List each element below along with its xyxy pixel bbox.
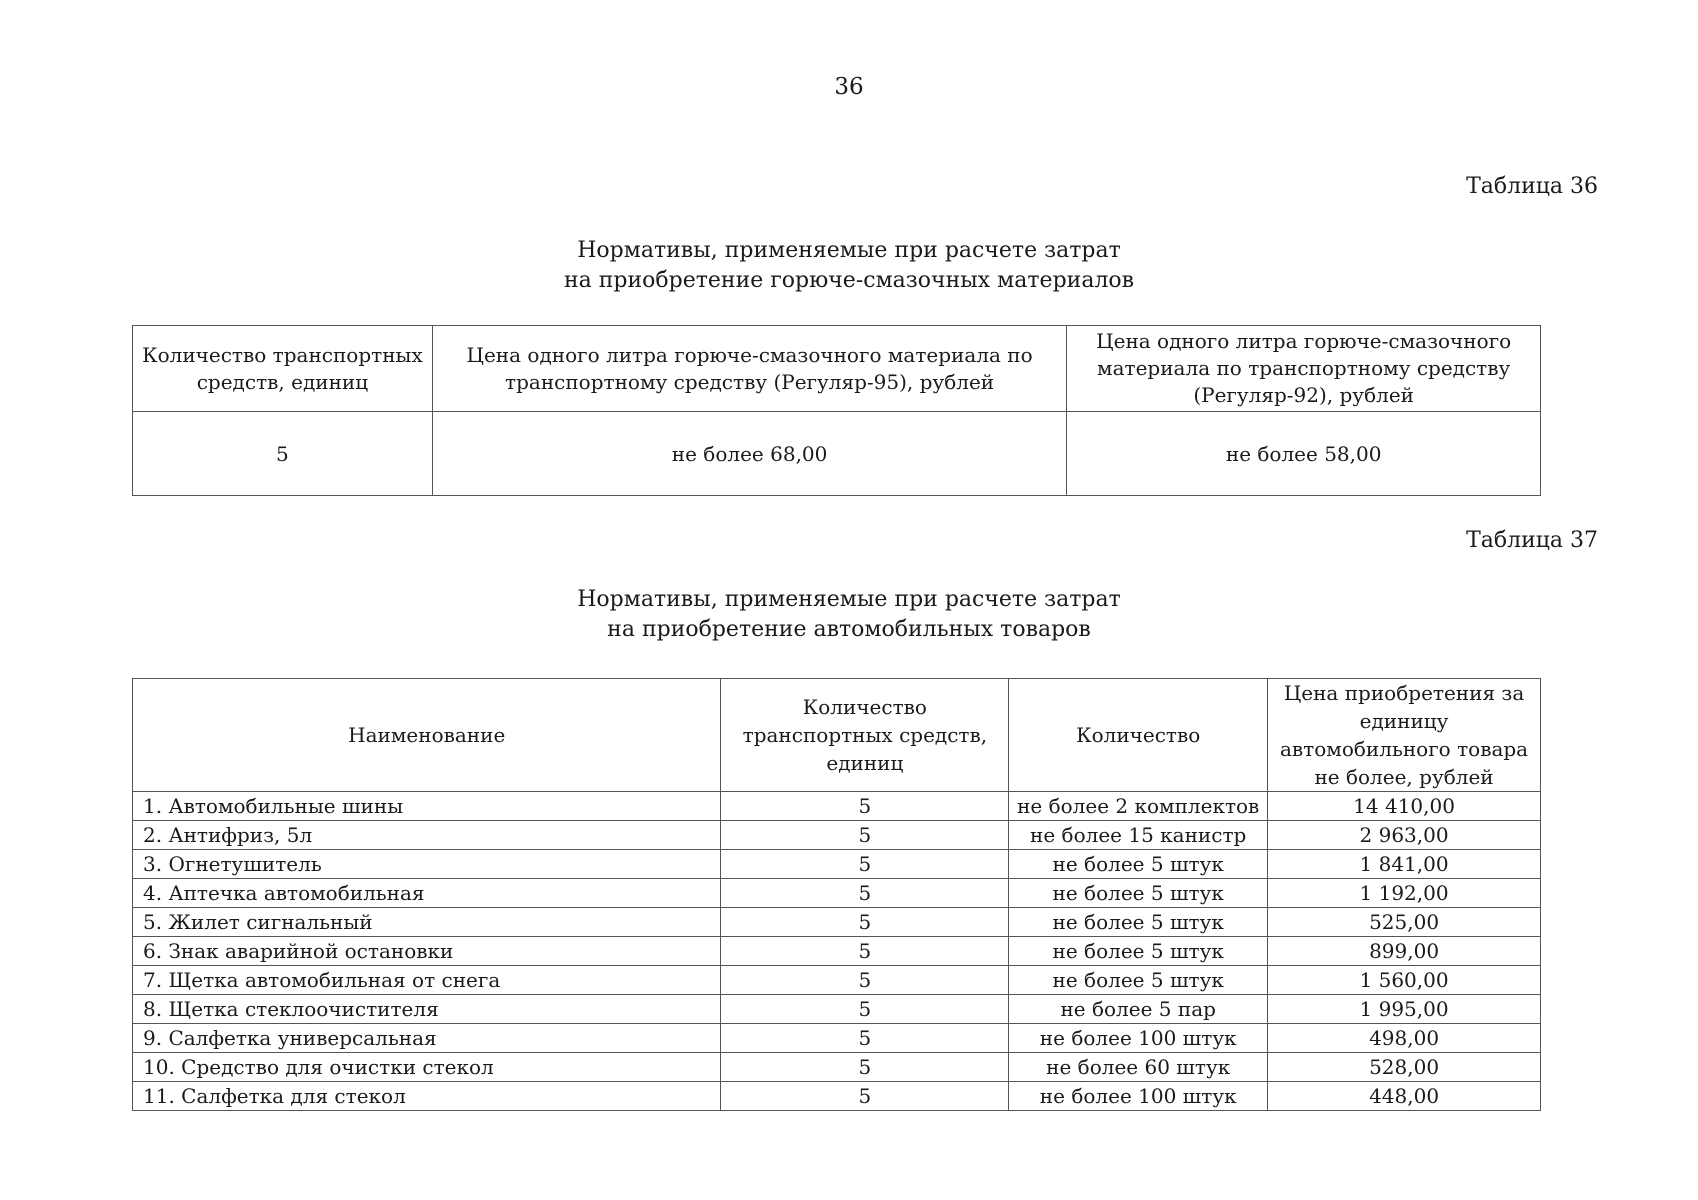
item-price: 1 841,00 bbox=[1268, 850, 1541, 879]
table-row bbox=[133, 908, 1541, 937]
table-row bbox=[133, 1082, 1541, 1111]
item-price: 498,00 bbox=[1268, 1024, 1541, 1053]
table-row bbox=[133, 966, 1541, 995]
item-name: 3. Огнетушитель bbox=[133, 850, 721, 879]
item-quantity: не более 2 комплектов bbox=[1009, 792, 1268, 821]
table-36-cell-price-95: не более 68,00 bbox=[432, 412, 1066, 496]
item-name: 10. Средство для очистки стекол bbox=[133, 1053, 721, 1082]
item-price: 899,00 bbox=[1268, 937, 1541, 966]
item-vehicles: 5 bbox=[721, 821, 1009, 850]
table-36-row bbox=[133, 412, 1541, 496]
table-37 bbox=[132, 678, 1541, 1111]
item-quantity: не более 5 штук bbox=[1009, 879, 1268, 908]
item-vehicles: 5 bbox=[721, 995, 1009, 1024]
item-price: 525,00 bbox=[1268, 908, 1541, 937]
item-price: 2 963,00 bbox=[1268, 821, 1541, 850]
item-name: 11. Салфетка для стекол bbox=[133, 1082, 721, 1111]
table-row bbox=[133, 879, 1541, 908]
table-36-header-price-95: Цена одного литра горюче-смазочного материала по транспортному средству (Регуляр-95), рублей bbox=[432, 326, 1066, 412]
item-vehicles: 5 bbox=[721, 879, 1009, 908]
item-name: 4. Аптечка автомобильная bbox=[133, 879, 721, 908]
table-36 bbox=[132, 325, 1541, 496]
item-vehicles: 5 bbox=[721, 850, 1009, 879]
item-name: 1. Автомобильные шины bbox=[133, 792, 721, 821]
item-quantity: не более 5 штук bbox=[1009, 908, 1268, 937]
table-36-header-price-92: Цена одного литра горюче-смазочного материала по транспортному средству (Регуляр-92), рублей bbox=[1067, 326, 1541, 412]
page-number: 36 bbox=[834, 74, 864, 100]
item-name: 8. Щетка стеклоочистителя bbox=[133, 995, 721, 1024]
item-name: 7. Щетка автомобильная от снега bbox=[133, 966, 721, 995]
item-vehicles: 5 bbox=[721, 937, 1009, 966]
item-vehicles: 5 bbox=[721, 1053, 1009, 1082]
item-price: 528,00 bbox=[1268, 1053, 1541, 1082]
item-vehicles: 5 bbox=[721, 966, 1009, 995]
table-36-header-vehicles: Количество транспортных средств, единиц bbox=[133, 326, 433, 412]
table-37-header-price: Цена приобретения за единицу автомобильного товара не более, рублей bbox=[1268, 679, 1541, 792]
table-36-title bbox=[0, 236, 1698, 296]
table-36-label: Таблица 36 bbox=[1466, 174, 1598, 199]
table-row bbox=[133, 792, 1541, 821]
item-quantity: не более 100 штук bbox=[1009, 1082, 1268, 1111]
table-36-cell-vehicles: 5 bbox=[133, 412, 433, 496]
item-name: 6. Знак аварийной остановки bbox=[133, 937, 721, 966]
table-37-header-quantity: Количество bbox=[1009, 679, 1268, 792]
table-37-title-line-2: на приобретение автомобильных товаров bbox=[607, 617, 1091, 642]
item-quantity: не более 60 штук bbox=[1009, 1053, 1268, 1082]
table-row bbox=[133, 937, 1541, 966]
item-price: 448,00 bbox=[1268, 1082, 1541, 1111]
table-row bbox=[133, 1053, 1541, 1082]
table-37-title-line-1: Нормативы, применяемые при расчете затрат bbox=[577, 587, 1121, 612]
item-quantity: не более 5 штук bbox=[1009, 850, 1268, 879]
table-row bbox=[133, 850, 1541, 879]
item-price: 1 560,00 bbox=[1268, 966, 1541, 995]
item-quantity: не более 100 штук bbox=[1009, 1024, 1268, 1053]
item-quantity: не более 15 канистр bbox=[1009, 821, 1268, 850]
table-row bbox=[133, 1024, 1541, 1053]
item-price: 14 410,00 bbox=[1268, 792, 1541, 821]
table-row bbox=[133, 821, 1541, 850]
item-vehicles: 5 bbox=[721, 1024, 1009, 1053]
table-36-title-line-1: Нормативы, применяемые при расчете затрат bbox=[577, 238, 1121, 263]
table-37-label: Таблица 37 bbox=[1466, 528, 1598, 553]
item-name: 5. Жилет сигнальный bbox=[133, 908, 721, 937]
table-36-cell-price-92: не более 58,00 bbox=[1067, 412, 1541, 496]
item-vehicles: 5 bbox=[721, 792, 1009, 821]
table-37-header-row bbox=[133, 679, 1541, 792]
item-name: 2. Антифриз, 5л bbox=[133, 821, 721, 850]
table-36-title-line-2: на приобретение горюче-смазочных материалов bbox=[563, 268, 1135, 293]
item-quantity: не более 5 штук bbox=[1009, 966, 1268, 995]
table-37-header-name: Наименование bbox=[133, 679, 721, 792]
table-37-title bbox=[0, 585, 1698, 645]
item-quantity: не более 5 пар bbox=[1009, 995, 1268, 1024]
item-name: 9. Салфетка универсальная bbox=[133, 1024, 721, 1053]
item-quantity: не более 5 штук bbox=[1009, 937, 1268, 966]
item-price: 1 995,00 bbox=[1268, 995, 1541, 1024]
item-vehicles: 5 bbox=[721, 908, 1009, 937]
table-36-header-row bbox=[133, 326, 1541, 412]
item-vehicles: 5 bbox=[721, 1082, 1009, 1111]
table-37-header-vehicles: Количество транспортных средств, единиц bbox=[721, 679, 1009, 792]
item-price: 1 192,00 bbox=[1268, 879, 1541, 908]
table-row bbox=[133, 995, 1541, 1024]
